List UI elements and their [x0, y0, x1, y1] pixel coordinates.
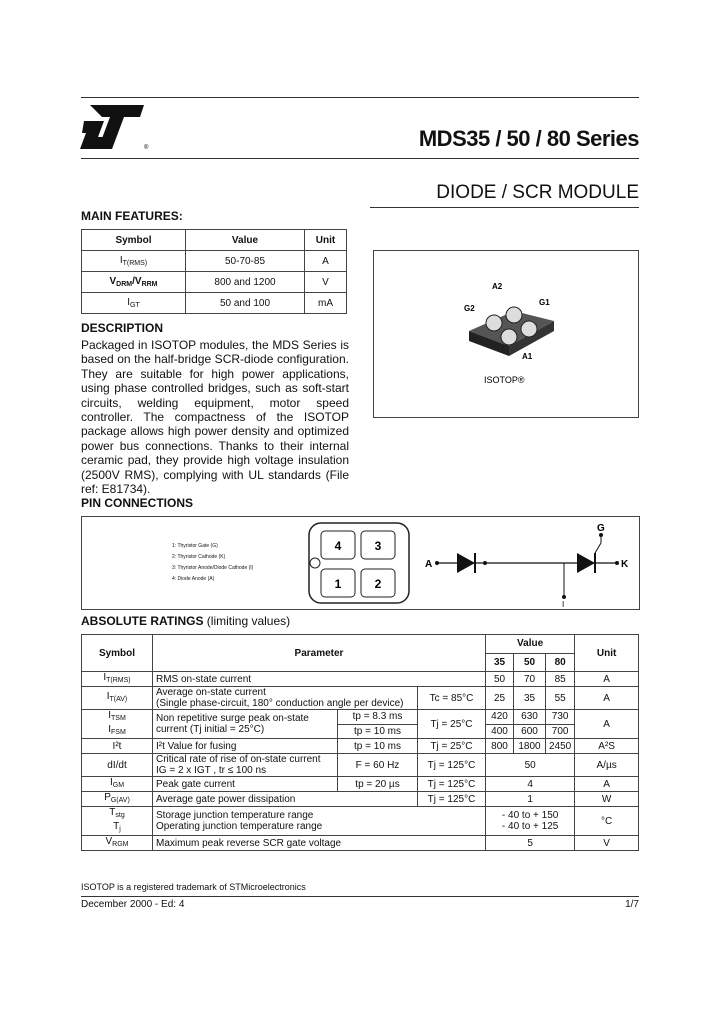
- col-50: 50: [514, 653, 546, 672]
- table-row: [82, 251, 347, 272]
- module-subtitle: DIODE / SCR MODULE: [436, 182, 639, 203]
- unit-cell: A: [305, 251, 347, 272]
- absolute-ratings-table: [81, 634, 639, 851]
- pin-connections-heading: PIN CONNECTIONS: [81, 496, 194, 510]
- label-a1: A1: [522, 352, 533, 361]
- table-row: [82, 792, 639, 807]
- schematic-i: I: [562, 600, 565, 607]
- pin-legend-item: 4: Diode Anode (A): [172, 576, 215, 582]
- parameter-cell: Peak gate current: [153, 777, 338, 792]
- value-cell: 50: [486, 672, 514, 687]
- value-cell: - 40 to + 150 - 40 to + 125: [486, 807, 575, 836]
- tp-cell: tp = 20 µs: [338, 777, 418, 792]
- col-35: 35: [486, 653, 514, 672]
- series-title: MDS35 / 50 / 80 Series: [418, 126, 639, 151]
- trademark-footnote: ISOTOP is a registered trademark of STMicroelectronics: [81, 882, 306, 892]
- value-cell: 1800: [514, 739, 546, 754]
- symbol-cell: $I_{GT}$: [82, 293, 186, 314]
- value-cell: 730: [546, 710, 575, 725]
- value-cell: 50 and 100: [186, 293, 305, 314]
- value-cell: 1: [486, 792, 575, 807]
- footer-date: December 2000 - Ed: 4: [81, 899, 185, 910]
- value-cell: 5: [486, 836, 575, 851]
- value-cell: 50-70-85: [186, 251, 305, 272]
- unit-cell: V: [305, 272, 347, 293]
- tp-cell: tp = 10 ms: [338, 739, 418, 754]
- table-row: [82, 836, 639, 851]
- pin-2-label: 2: [374, 577, 382, 591]
- value-cell: 4: [486, 777, 575, 792]
- description-text: Packaged in ISOTOP modules, the MDS Series is based on the half-bridge SCR-diode configuration. They are suitable for high power applications, using phase controlled bridges, such as soft-start circuits, welding equipment, motor speed controller. The compactness of the ISOTOP package allows high power density and optimized power bus connections. Thanks to their internal ceramic pad, they provide high voltage insulation (2500V RMS), complying with UL standards (File ref: E81734).: [81, 338, 349, 497]
- table-row: [82, 272, 347, 293]
- value-cell: 700: [546, 724, 575, 739]
- col-parameter: Parameter: [153, 635, 486, 672]
- unit-cell: mA: [305, 293, 347, 314]
- unit-cell: A/µs: [575, 754, 639, 777]
- pin-4-label: 4: [334, 539, 342, 553]
- absolute-ratings-title: ABSOLUTE RATINGS: [81, 614, 204, 628]
- table-row: [82, 687, 639, 710]
- unit-cell: A: [575, 672, 639, 687]
- parameter-cell: Non repetitive surge peak on-state current (Tj initial = 25°C): [153, 710, 338, 739]
- main-features-heading: MAIN FEATURES:: [81, 209, 183, 223]
- col-value: Value: [486, 635, 575, 654]
- value-cell: 25: [486, 687, 514, 710]
- parameter-cell: I²t Value for fusing: [153, 739, 338, 754]
- col-symbol: Symbol: [82, 230, 186, 251]
- value-cell: 800: [486, 739, 514, 754]
- package-figure-box: [373, 250, 639, 418]
- condition-cell: Tj = 125°C: [418, 754, 486, 777]
- pin-legend-item: 1: Thyristor Gate (G): [172, 543, 218, 549]
- table-header-row: [82, 230, 347, 251]
- symbol-cell: $P_{G(AV)}$: [82, 792, 153, 807]
- parameter-cell: RMS on-state current: [153, 672, 486, 687]
- pin-3-label: 3: [374, 539, 382, 553]
- label-g1: G1: [539, 298, 550, 307]
- value-cell: 400: [486, 724, 514, 739]
- value-cell: 630: [514, 710, 546, 725]
- value-cell: 85: [546, 672, 575, 687]
- parameter-cell: Maximum peak reverse SCR gate voltage: [153, 836, 486, 851]
- schematic-k: K: [621, 559, 629, 570]
- freq-cell: F = 60 Hz: [338, 754, 418, 777]
- st-logo: [80, 103, 152, 153]
- isotop-package-image: [374, 251, 638, 417]
- parameter-cell: Average gate power dissipation: [153, 792, 418, 807]
- parameter-cell: Storage junction temperature range Operating junction temperature range: [153, 807, 486, 836]
- col-unit: Unit: [305, 230, 347, 251]
- condition-cell: Tc = 85°C: [418, 687, 486, 710]
- absolute-ratings-heading: [81, 614, 290, 628]
- symbol-cell: $I_{TSM}$ $I_{FSM}$: [82, 710, 153, 739]
- tp-cell: tp = 8.3 ms: [338, 710, 418, 725]
- table-row: [82, 672, 639, 687]
- value-cell: 50: [486, 754, 575, 777]
- symbol-cell: $V_{DRM}/V_{RRM}$: [82, 272, 186, 293]
- main-features-table: [81, 229, 347, 314]
- col-symbol: Symbol: [82, 635, 153, 672]
- col-value: Value: [186, 230, 305, 251]
- symbol-cell: $I_{GM}$: [82, 777, 153, 792]
- condition-cell: Tj = 125°C: [418, 792, 486, 807]
- value-cell: 800 and 1200: [186, 272, 305, 293]
- value-cell: 55: [546, 687, 575, 710]
- label-g2: G2: [464, 304, 475, 313]
- tp-cell: tp = 10 ms: [338, 724, 418, 739]
- unit-cell: A: [575, 687, 639, 710]
- col-unit: Unit: [575, 635, 639, 672]
- table-row: [82, 710, 639, 725]
- col-80: 80: [546, 653, 575, 672]
- unit-cell: A: [575, 710, 639, 739]
- pin-connections-box: [81, 516, 640, 610]
- symbol-cell: dI/dt: [82, 754, 153, 777]
- description-heading: DESCRIPTION: [81, 321, 164, 335]
- table-row: [82, 754, 639, 777]
- symbol-cell: $V_{RGM}$: [82, 836, 153, 851]
- unit-cell: A²S: [575, 739, 639, 754]
- condition-cell: Tj = 125°C: [418, 777, 486, 792]
- pin-1-label: 1: [334, 577, 342, 591]
- value-cell: 35: [514, 687, 546, 710]
- condition-cell: Tj = 25°C: [418, 710, 486, 739]
- footer-page: 1/7: [625, 899, 639, 910]
- pin-legend-item: 2: Thyristor Cathode (K): [172, 554, 226, 560]
- unit-cell: A: [575, 777, 639, 792]
- symbol-cell: $I_{T(RMS)}$: [82, 251, 186, 272]
- value-cell: 70: [514, 672, 546, 687]
- svg-text:®: ®: [144, 145, 149, 151]
- unit-cell: W: [575, 792, 639, 807]
- value-cell: 2450: [546, 739, 575, 754]
- symbol-cell: $I_{T(RMS)}$: [82, 672, 153, 687]
- parameter-cell: Critical rate of rise of on-state current IG = 2 x IGT , tr ≤ 100 ns: [153, 754, 338, 777]
- unit-cell: V: [575, 836, 639, 851]
- pin-legend-item: 3: Thyristor Anode/Diode Cathode (I): [172, 565, 254, 571]
- value-cell: 600: [514, 724, 546, 739]
- package-caption: ISOTOP®: [484, 375, 525, 385]
- symbol-cell: $I_{T(AV)}$: [82, 687, 153, 710]
- unit-cell: °C: [575, 807, 639, 836]
- absolute-ratings-note: (limiting values): [206, 614, 291, 628]
- symbol-cell: I²t: [82, 739, 153, 754]
- parameter-cell: Average on-state current (Single phase-circuit, 180° conduction angle per device): [153, 687, 418, 710]
- table-row: [82, 777, 639, 792]
- pin-diagram: [307, 521, 637, 607]
- condition-cell: Tj = 25°C: [418, 739, 486, 754]
- label-a2: A2: [492, 282, 503, 291]
- table-row: [82, 807, 639, 836]
- schematic-a: A: [425, 559, 433, 570]
- table-row: [82, 293, 347, 314]
- schematic-g: G: [597, 523, 605, 534]
- value-cell: 420: [486, 710, 514, 725]
- pin-legend: [172, 541, 253, 585]
- table-row: [82, 739, 639, 754]
- symbol-cell: $T_{stg}$ $T_j$: [82, 807, 153, 836]
